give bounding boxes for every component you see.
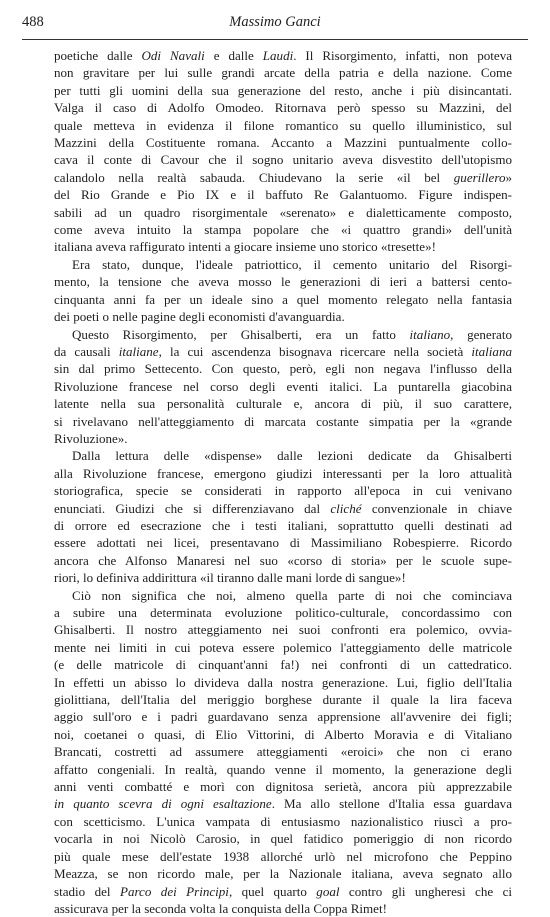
page-number: 488 <box>22 14 44 30</box>
text-line: Ghisalberti. Il nostro atteggiamento nei suoi confronti era polemico, ovvia- <box>54 622 512 638</box>
text-line: enunciati. Giudizi che si differenziavano dal cliché convenzionale in chiave <box>54 500 512 516</box>
text-line: calandolo nella realtà sabauda. Chiudevano la serie «il bel guerillero» <box>54 169 512 185</box>
text-line: di orrore ed esecrazione che i testi italiani, soprattutto quelli destinati ad <box>54 517 512 533</box>
text-line: Rivoluzione». <box>54 430 128 446</box>
text-line: Meazza, se non ricordo male, per la Nazionale italiana, aveva segnato allo <box>54 866 512 882</box>
text-line: come aveva intuito la stampa popolare che «i quattro grandi» dell'unità <box>54 222 512 238</box>
text-line: storiografica, specie se considerati in rapporto all'epoca in cui venivano <box>54 483 512 499</box>
text-line: Questo Risorgimento, per Ghisalberti, era un fatto italiano, generato <box>72 326 512 342</box>
text-line: cava il conte di Cavour che il sogno unitario aveva disvestito dell'utopismo <box>54 152 512 168</box>
text-line: affatto congeniali. In realtà, quando venne il momento, la generazione degli <box>54 761 512 777</box>
text-line: Ciò non significa che noi, almeno quella parte di noi che cominciava <box>72 587 512 603</box>
text-line: latente nella sua personalità culturale e, ancora di più, il suo carattere, <box>54 396 512 412</box>
text-line: alla Rivoluzione francese, emergono giudizi interessanti per la loro attualità <box>54 465 512 481</box>
text-line: ancora che Alfonso Manaresi nel suo «corso di storia» per le scuole supe- <box>54 552 512 568</box>
text-line: del Rio Grande e Pio IX e il baffuto Re Galantuomo. Figure indispen- <box>54 187 512 203</box>
page-header <box>22 14 528 36</box>
text-line: essere adottati nei licei, presentavano di Massimiliano Robespierre. Ricordo <box>54 535 512 551</box>
text-line: aggio sull'oro e i padri guardavano senza apprensione all'avvenire dei figli; <box>54 709 512 725</box>
text-line: quale metteva in evidenza il filone romantico su quello illuministico, sul <box>54 117 512 133</box>
text-line: sabili ad un quadro risorgimentale «serenato» e dialetticamente composto, <box>54 204 512 220</box>
text-line: Era stato, dunque, l'ideale patriottico, il cemento unitario del Risorgi- <box>72 256 512 272</box>
text-line: riori, lo definiva addirittura «il tiranno dalle mani lorde di sangue»! <box>54 570 406 586</box>
body-text <box>54 47 512 917</box>
text-line: con scetticismo. L'unica vampata di entusiasmo nazionalistico riuscì a pro- <box>54 813 512 829</box>
text-line: per tutti gli uomini della sua generazione del resto, anche i più disincantati. <box>54 82 512 98</box>
text-line: Brancati, costretti ad assumere atteggiamenti «eroici» che non ci erano <box>54 744 512 760</box>
text-line: a subire una determinata evoluzione politico-culturale, concordassimo con <box>54 605 512 620</box>
text-line: (e delle matricole di cinquant'anni fa!) nei confronti di un cattedratico. <box>54 657 512 673</box>
text-line: noi, coetanei o quasi, di Elio Vittorini, di Alberto Moravia e di Vitaliano <box>54 726 512 742</box>
text-line: Valga il caso di Adolfo Omodeo. Ritornava però spesso su Mazzini, del <box>54 100 512 116</box>
text-line: italiana aveva raffigurato intenti a giocare insieme uno storico «tresette»! <box>54 239 436 255</box>
text-line: mento, la tensione che aveva mosso le generazioni di ieri a battersi cento- <box>54 274 512 290</box>
text-line: Mazzini della Costituente romana. Accanto a Mazzini puntualmente collo- <box>54 135 512 151</box>
text-line: si rivelavano nell'atteggiamento di marcata costante simpatia per la «grande <box>54 413 512 429</box>
text-line: vocarla in noi Nicolò Carosio, in quel fatidico pomeriggio di non ricordo <box>54 831 512 847</box>
text-line: non gravitare per lui sulle grandi arcate della patria e della nazione. Come <box>54 65 512 81</box>
text-line: in quanto scevra di ogni esaltazione. Ma allo stellone d'Italia essa guardava <box>54 796 512 812</box>
text-line: giolittiana, dell'Italia del meriggio borghese durante il quale la lira faceva <box>54 692 512 708</box>
text-line: più quale mese dell'estate 1938 allorché urlò nel microfono che Peppino <box>54 848 512 864</box>
text-line: In effetti un abisso lo divideva dalla nostra generazione. Lui, figlio dell'Italia <box>54 674 512 690</box>
text-line: dei poeti o nelle pagine degli economisti d'avanguardia. <box>54 309 345 325</box>
text-line: mente nei limiti in cui poteva essere polemico l'atteggiamento delle matricole <box>54 639 512 655</box>
text-line: Dalla lettura delle «dispense» dalle lezioni dedicate da Ghisalberti <box>72 448 512 464</box>
text-line: stadio del Parco dei Principi, quel quarto goal contro gli ungheresi che ci <box>54 883 513 899</box>
text-line: da causali italiane, la cui ascendenza bisognava ricercare nella società italiana <box>54 343 512 359</box>
running-head: Massimo Ganci <box>229 14 321 30</box>
text-line: Rivoluzione francese nel corso degli eventi italici. La puntarella giacobina <box>54 378 512 394</box>
text-line: cinquanta anni fa per un ideale sino a quel momento relegato nella fantasia <box>54 291 512 307</box>
text-line: sin dal primo Settecento. Con questo, però, egli non negava l'influsso della <box>54 361 512 377</box>
text-line: poetiche dalle Odi Navali e dalle Laudi. Il Risorgimento, infatti, non poteva <box>54 48 513 63</box>
header-rule <box>22 39 528 40</box>
text-line: anni venti combatté e morì con dignitosa serietà, ancora più apprezzabile <box>54 779 512 795</box>
text-line: assicurava per la seconda volta la conquista della Coppa Rimet! <box>54 900 387 916</box>
